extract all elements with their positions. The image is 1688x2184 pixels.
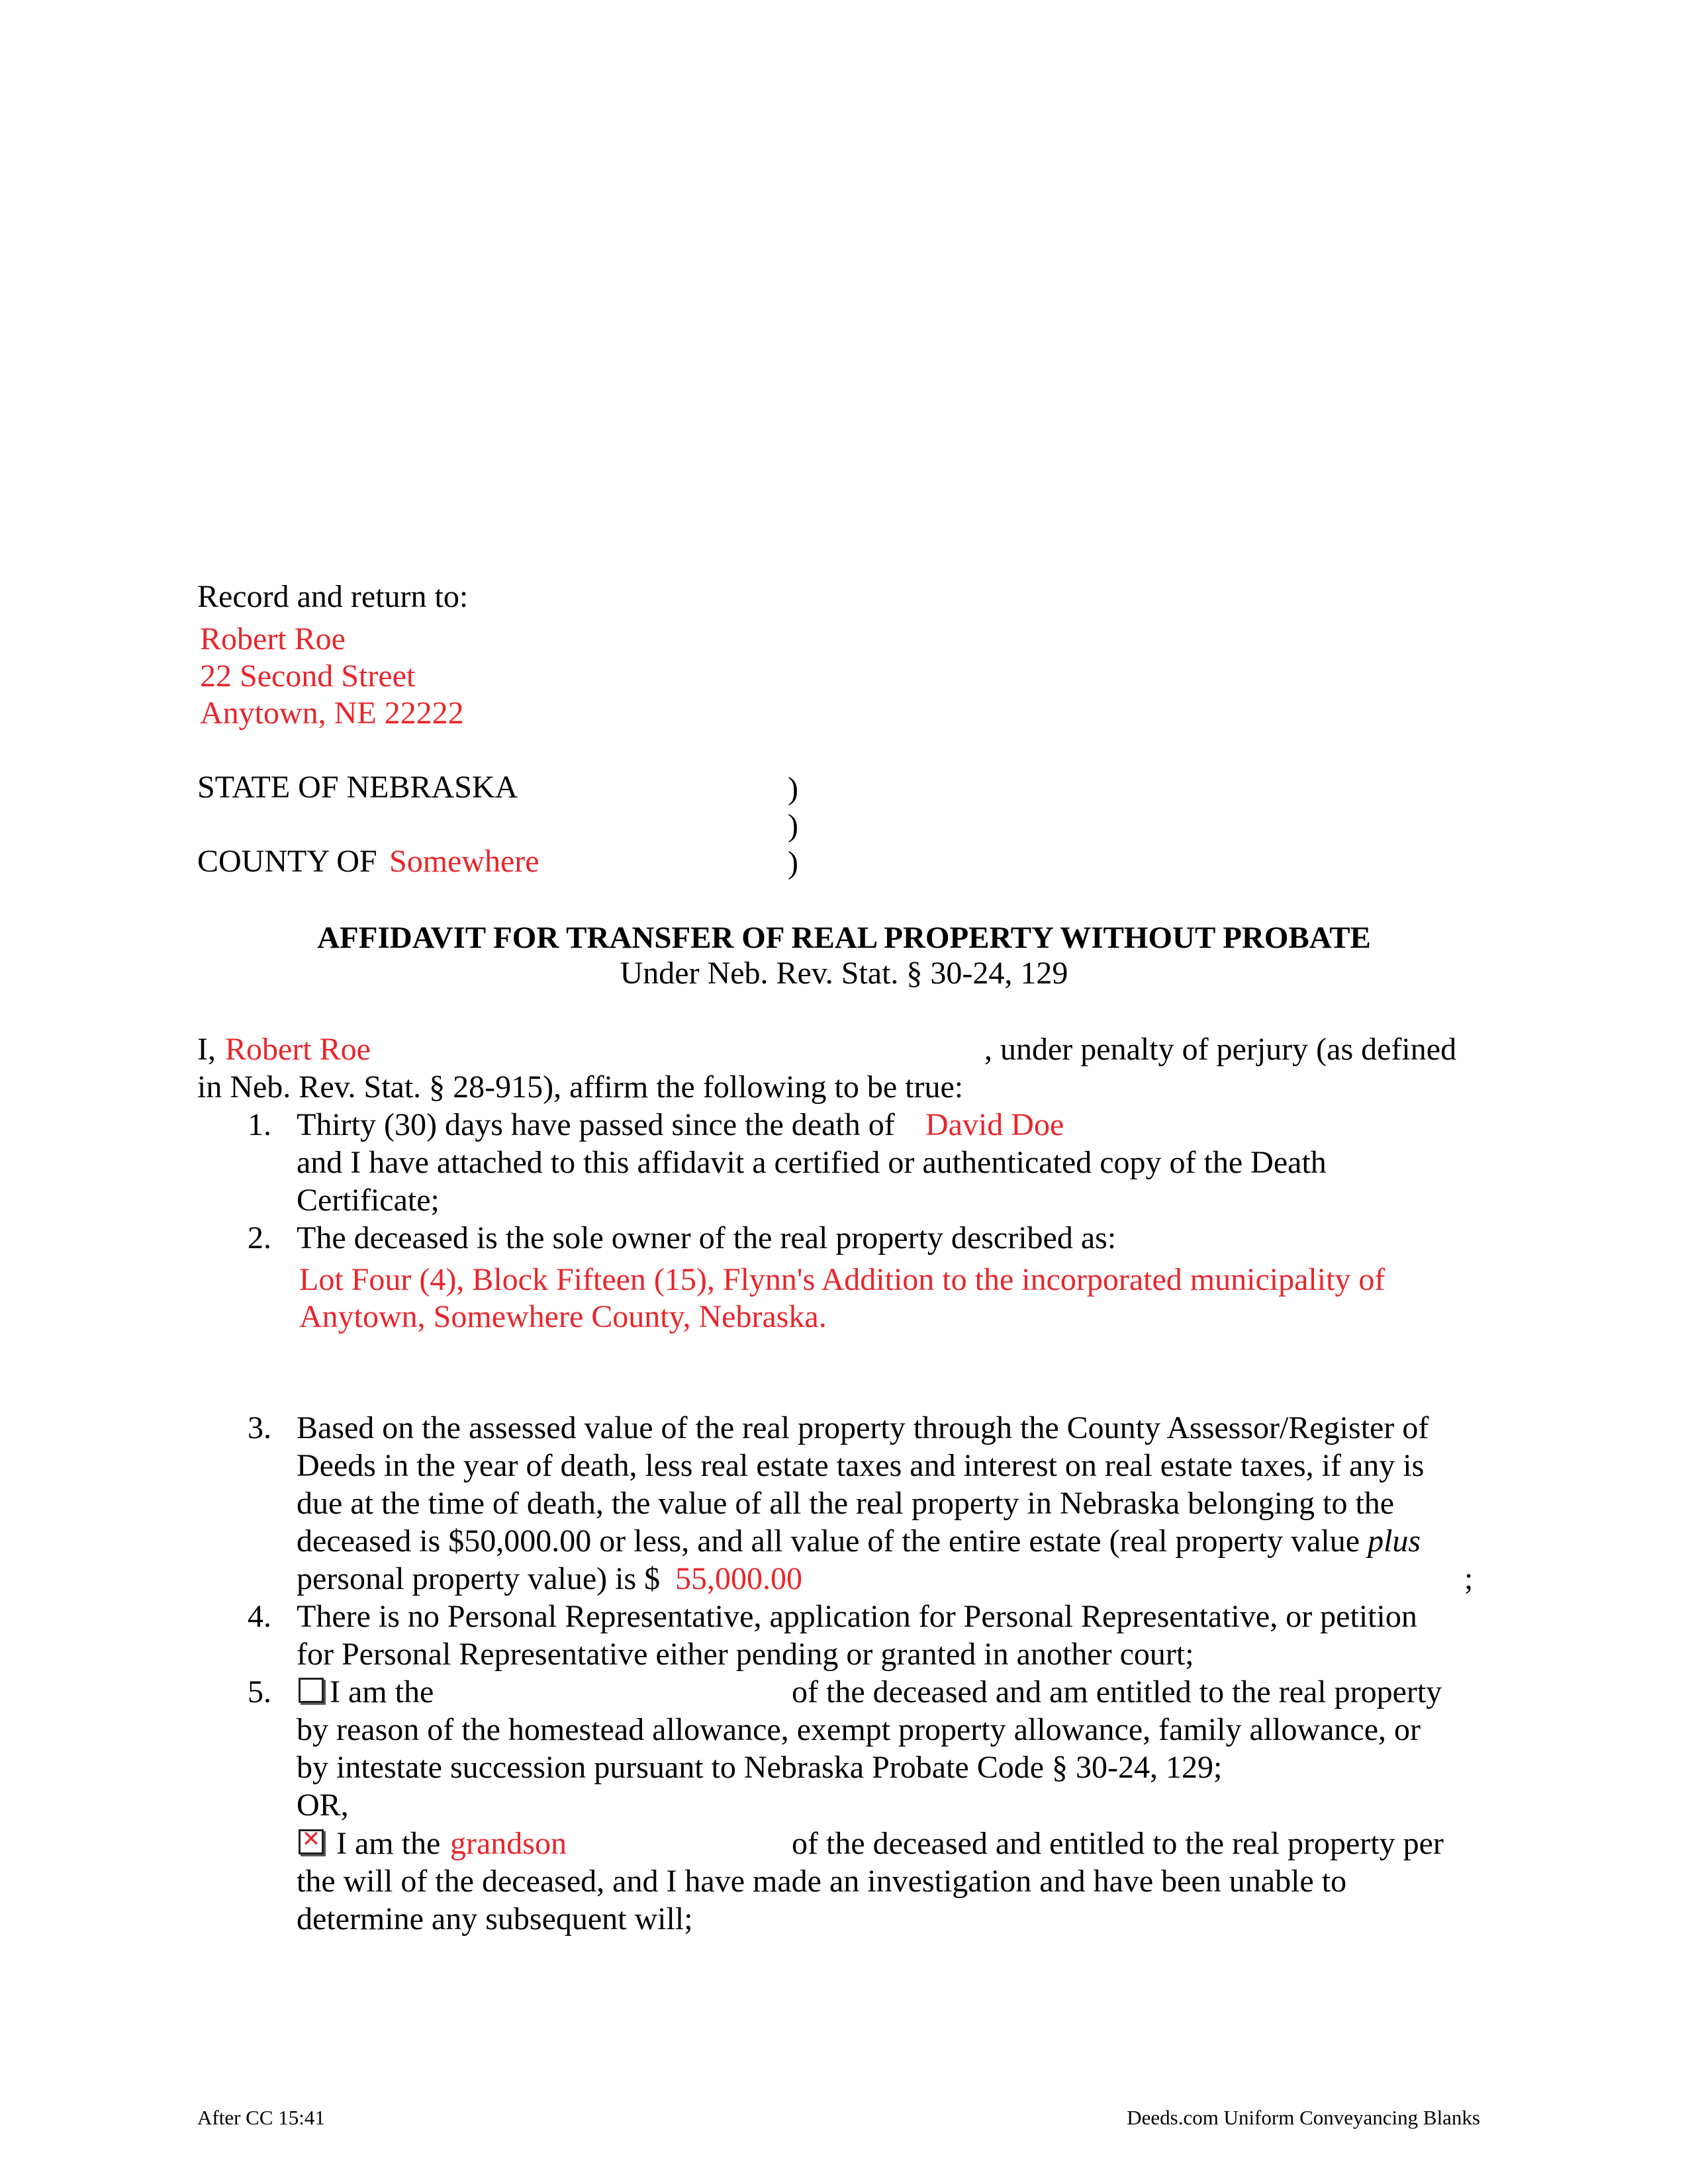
state-label: STATE OF NEBRASKA xyxy=(197,770,518,805)
county-label: COUNTY OF xyxy=(197,844,377,879)
option-a-line-3: by intestate succession pursuant to Nebraska Probate Code § 30-24, 129; xyxy=(297,1750,1223,1785)
return-city: Anytown, NE 22222 xyxy=(200,696,464,731)
venue-paren-2: ) xyxy=(788,808,798,843)
intestate-checkbox[interactable] xyxy=(299,1678,324,1703)
item-4-number: 4. xyxy=(248,1599,271,1634)
county-value: Somewhere xyxy=(389,844,539,879)
estate-value: 55,000.00 xyxy=(675,1561,802,1596)
record-return-label: Record and return to: xyxy=(197,579,469,614)
will-checkbox[interactable] xyxy=(299,1826,324,1854)
item-4-line-1: There is no Personal Representative, application for Personal Representative, or petition xyxy=(297,1599,1417,1634)
option-a-prefix: I am the xyxy=(330,1674,434,1709)
item-1-number: 1. xyxy=(248,1107,271,1142)
footer-left: After CC 15:41 xyxy=(197,2106,325,2129)
option-b-line-2: the will of the deceased, and I have made an investigation and have been unable to xyxy=(297,1864,1347,1899)
venue-paren-3: ) xyxy=(788,845,798,880)
item-2-number: 2. xyxy=(248,1220,271,1255)
legal-description-line-2: Anytown, Somewhere County, Nebraska. xyxy=(299,1299,827,1334)
item-1-line-2: and I have attached to this affidavit a certified or authenticated copy of the Death xyxy=(297,1145,1327,1180)
item-3-end: ; xyxy=(1464,1561,1474,1596)
footer-right: Deeds.com Uniform Conveyancing Blanks xyxy=(1127,2106,1480,2129)
intro-suffix: , under penalty of perjury (as defined xyxy=(984,1032,1457,1067)
item-3-line-2: Deeds in the year of death, less real estate taxes and interest on real estate taxes, if any is xyxy=(297,1448,1425,1483)
option-b-relation: grandson xyxy=(450,1826,567,1861)
item-5-number: 5. xyxy=(248,1674,271,1709)
item-3-number: 3. xyxy=(248,1410,271,1445)
legal-description-line-1: Lot Four (4), Block Fifteen (15), Flynn's Addition to the incorporated municipality of xyxy=(299,1262,1385,1297)
return-street: 22 Second Street xyxy=(200,659,416,694)
item-3-line-4-text: deceased is $50,000.00 or less, and all value of the entire estate (real property value xyxy=(297,1524,1360,1559)
document-title: AFFIDAVIT FOR TRANSFER OF REAL PROPERTY WITHOUT PROBATE xyxy=(317,921,1371,955)
item-3-plus: plus xyxy=(1368,1524,1421,1559)
item-3-line-3: due at the time of death, the value of all the real property in Nebraska belonging to the xyxy=(297,1486,1395,1521)
checkmark-x-icon: ✕ xyxy=(301,1826,321,1852)
item-4-line-2: for Personal Representative either pending or granted in another court; xyxy=(297,1637,1194,1672)
item-3-line-5: personal property value) is $ xyxy=(297,1561,661,1596)
option-b-prefix: I am the xyxy=(336,1826,441,1861)
option-a-suffix: of the deceased and am entitled to the real property xyxy=(792,1674,1442,1709)
affiant-name: Robert Roe xyxy=(225,1032,371,1067)
item-1-text: Thirty (30) days have passed since the death of xyxy=(297,1107,895,1142)
item-3-line-1: Based on the assessed value of the real property through the County Assessor/Register of xyxy=(297,1410,1429,1445)
item-1-line-3: Certificate; xyxy=(297,1183,440,1218)
option-b-suffix: of the deceased and entitled to the real property per xyxy=(792,1826,1444,1861)
document-subtitle: Under Neb. Rev. Stat. § 30-24, 129 xyxy=(620,956,1068,991)
item-3-line-4 xyxy=(297,1525,1421,1557)
intro-prefix: I, xyxy=(197,1032,216,1067)
or-separator: OR, xyxy=(297,1788,349,1823)
intro-line-2: in Neb. Rev. Stat. § 28-915), affirm the following to be true: xyxy=(197,1069,964,1105)
venue-paren-1: ) xyxy=(788,771,798,806)
decedent-name: David Doe xyxy=(925,1107,1064,1142)
item-2-text: The deceased is the sole owner of the real property described as: xyxy=(297,1220,1117,1255)
return-name: Robert Roe xyxy=(200,621,346,657)
option-a-line-2: by reason of the homestead allowance, exempt property allowance, family allowance, or xyxy=(297,1712,1421,1747)
option-b-line-3: determine any subsequent will; xyxy=(297,1901,693,1936)
